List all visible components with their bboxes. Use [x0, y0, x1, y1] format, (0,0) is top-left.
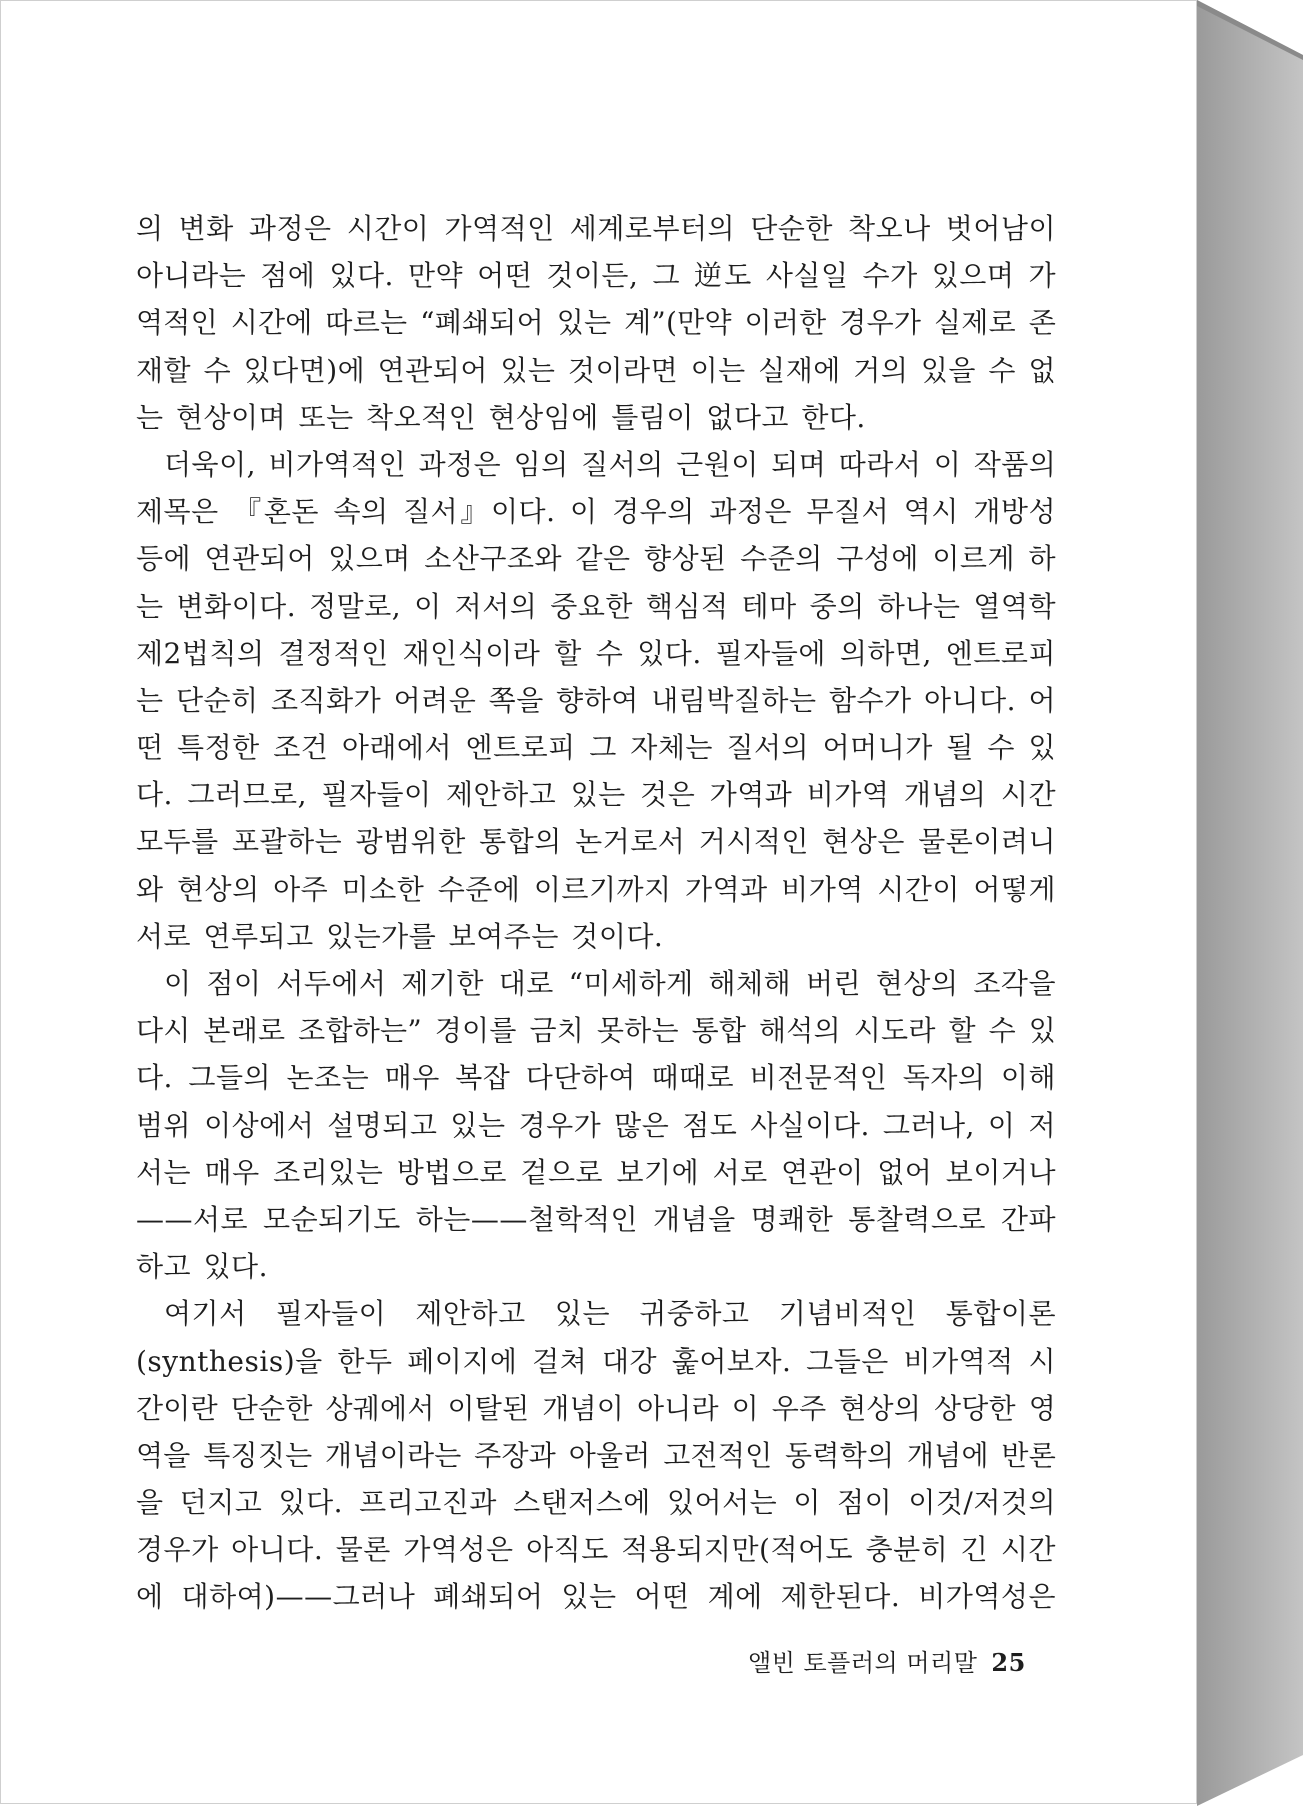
- text-line: (synthesis)을 한두 페이지에 걸쳐 대강 훑어보자. 그들은 비가역적 시: [136, 1344, 1056, 1378]
- text-line: 제2법칙의 결정적인 재인식이라 할 수 있다. 필자들에 의하면, 엔트로피: [136, 636, 1056, 670]
- paragraph-3: [136, 960, 1056, 1290]
- text-line: 하고 있다.: [136, 1250, 268, 1284]
- text-line: 다. 그러므로, 필자들이 제안하고 있는 것은 가역과 비가역 개념의 시간: [136, 778, 1056, 812]
- text-line: 제목은 『혼돈 속의 질서』이다. 이 경우의 과정은 무질서 역시 개방성: [136, 495, 1056, 529]
- text-line: 경우가 아니다. 물론 가역성은 아직도 적용되지만(적어도 충분히 긴 시간: [136, 1533, 1056, 1567]
- text-line: 더욱이, 비가역적인 과정은 임의 질서의 근원이 되며 따라서 이 작품의: [164, 447, 1057, 481]
- body-text: [136, 205, 1056, 1621]
- page-edge-shadow: [1197, 0, 1303, 1806]
- text-line: 등에 연관되어 있으며 소산구조와 같은 향상된 수준의 구성에 이르게 하: [136, 542, 1056, 576]
- text-line: 을 던지고 있다. 프리고진과 스탠저스에 있어서는 이 점이 이것/저것의: [136, 1486, 1056, 1520]
- text-line: 이 점이 서두에서 제기한 대로 “미세하게 해체해 버린 현상의 조각을: [164, 967, 1056, 1000]
- paragraph-2: [136, 441, 1056, 960]
- text-line: 는 현상이며 또는 착오적인 현상임에 틀림이 없다고 한다.: [136, 400, 866, 434]
- text-line: 에 대하여)——그러나 폐쇄되어 있는 어떤 계에 제한된다. 비가역성은: [136, 1580, 1056, 1614]
- text-line: 모두를 포괄하는 광범위한 통합의 논거로서 거시적인 현상은 물론이려니: [136, 825, 1056, 859]
- paragraph-1: [136, 205, 1056, 441]
- text-line: 떤 특정한 조건 아래에서 엔트로피 그 자체는 질서의 어머니가 될 수 있: [136, 731, 1056, 765]
- text-line: 다시 본래로 조합하는” 경이를 금치 못하는 통합 해석의 시도라 할 수 있: [136, 1014, 1056, 1048]
- text-line: 다. 그들의 논조는 매우 복잡 다단하여 때때로 비전문적인 독자의 이해: [136, 1061, 1056, 1095]
- page-footer: [748, 1643, 1026, 1678]
- text-line: 재할 수 있다면)에 연관되어 있는 것이라면 이는 실재에 거의 있을 수 없: [136, 353, 1056, 387]
- text-line: 는 단순히 조직화가 어려운 쪽을 향하여 내림박질하는 함수가 아니다. 어: [136, 683, 1056, 717]
- text-line: 와 현상의 아주 미소한 수준에 이르기까지 가역과 비가역 시간이 어떻게: [136, 872, 1056, 906]
- text-line: 역을 특징짓는 개념이라는 주장과 아울러 고전적인 동력학의 개념에 반론: [136, 1438, 1056, 1472]
- text-line: 아니라는 점에 있다. 만약 어떤 것이든, 그 逆도 사실일 수가 있으며 가: [136, 259, 1056, 293]
- text-line: 여기서 필자들이 제안하고 있는 귀중하고 기념비적인 통합이론: [164, 1297, 1056, 1331]
- text-line: 는 변화이다. 정말로, 이 저서의 중요한 핵심적 테마 중의 하나는 열역학: [136, 589, 1056, 623]
- text-line: 역적인 시간에 따르는 “폐쇄되어 있는 계”(만약 이러한 경우가 실제로 존: [136, 306, 1056, 340]
- text-line: ——서로 모순되기도 하는——철학적인 개념을 명쾌한 통찰력으로 간파: [136, 1202, 1056, 1236]
- page-number: 25: [991, 1648, 1026, 1677]
- text-line: 의 변화 과정은 시간이 가역적인 세계로부터의 단순한 착오나 벗어남이: [136, 212, 1056, 245]
- text-line: 간이란 단순한 상궤에서 이탈된 개념이 아니라 이 우주 현상의 상당한 영: [136, 1391, 1056, 1425]
- text-line: 서로 연루되고 있는가를 보여주는 것이다.: [136, 919, 664, 953]
- text-line: 서는 매우 조리있는 방법으로 겉으로 보기에 서로 연관이 없어 보이거나: [136, 1155, 1056, 1189]
- paragraph-4: [136, 1290, 1056, 1620]
- text-line: 범위 이상에서 설명되고 있는 경우가 많은 점도 사실이다. 그러나, 이 저: [136, 1108, 1056, 1142]
- running-title: 앨빈 토플러의 머리말: [748, 1649, 978, 1677]
